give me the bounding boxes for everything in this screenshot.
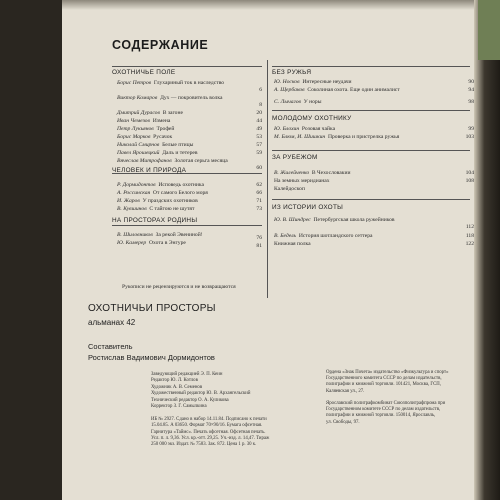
section-heading-prostory: НА ПРОСТОРАХ РОДИНЫ [112, 217, 198, 224]
toc-page-number: 122 [465, 241, 474, 247]
toc-entry: Книжная полка [274, 241, 311, 247]
credit-line: Технический редактор О. А. Куликова [151, 397, 229, 403]
toc-entry: Вячеслав Митрофанов Золотая серьга месяца [117, 158, 228, 164]
toc-page-number: 112 [465, 224, 474, 230]
toc-entry: Павел Ярошецкий Даль и тетерев [117, 150, 198, 156]
cover-corner [478, 0, 500, 60]
toc-entry: В. Бедель История шотландского сеттера [274, 233, 373, 239]
toc-page-number: 76 [256, 235, 262, 241]
publisher-line: Государственного комитета СССР по делам издательств, [326, 376, 442, 382]
toc-entry: А. Щербаков Соколиная охота. Еще один анималист [274, 87, 400, 93]
toc-entry: М. Блюм, И. Шишкин Проверка и пристрелка ружья [274, 134, 400, 140]
publisher-line: полиграфии и книжной торговли. 101421, Москва, ГСП, [326, 382, 441, 388]
credit-line: 15.04.85. А 03650. Формат 70×90/16. Бумага офсетная. [151, 423, 263, 429]
toc-entry: Ю. В. Шиндрес Петербургская школа ружейников [274, 217, 395, 223]
toc-entry: Ю. Блохин Розовая чайка [274, 126, 336, 132]
toc-page-number: 49 [256, 126, 262, 132]
publisher-line: полиграфии и книжной торговли. 150014, Ярославль, [326, 413, 436, 419]
toc-entry: Петр Лукьянов Трофей [117, 126, 175, 132]
section-heading-istoriya: ИЗ ИСТОРИИ ОХОТЫ [272, 204, 344, 211]
section-heading-molodomu: МОЛОДОМУ ОХОТНИКУ [272, 115, 352, 122]
page-title: СОДЕРЖАНИЕ [112, 38, 209, 52]
almanac-name: ОХОТНИЧЬИ ПРОСТОРЫ [88, 303, 216, 314]
section-rule [272, 199, 470, 200]
manuscripts-note: Рукописи не рецензируются и не возвращаются [122, 284, 236, 290]
toc-entry: Борис Петров Глухариный ток в наследство [117, 80, 225, 86]
toc-entry: Николай Смирнов Белые птицы [117, 142, 194, 148]
credit-line: 250 000 экз. Издат. № 7583. Зак. 872. Цена 1 р. 30 к. [151, 442, 257, 448]
toc-entry: Виктор Комаров Дух — покровитель волка [117, 95, 223, 101]
toc-page-number: 59 [256, 150, 262, 156]
credit-line: Усл. п. л. 9,36. Усл. кр.-отт. 29,25. Уч.-изд. л. 14,47. Тираж [151, 436, 270, 442]
section-heading-ohotnichye-pole: ОХОТНИЧЬЕ ПОЛЕ [112, 69, 176, 76]
toc-page-number: 62 [256, 182, 262, 188]
toc-page-number: 73 [256, 206, 262, 212]
toc-entry: И. Жаров У праздских охотников [117, 198, 198, 204]
section-rule [272, 150, 470, 151]
toc-page-number: 81 [256, 243, 262, 249]
toc-page-number: 66 [256, 190, 262, 196]
toc-page-number: 60 [256, 165, 262, 171]
credit-line: Заведующий редакцией Э. П. Кеин [151, 372, 223, 377]
almanac-issue: альманах 42 [88, 318, 136, 327]
toc-entry: Ю. Камерер Охота в Энгуре [117, 240, 186, 246]
toc-page-number: 71 [256, 198, 262, 204]
toc-page-number: 104 [465, 170, 474, 176]
section-rule [272, 66, 470, 67]
toc-page-number: 118 [465, 233, 474, 239]
section-rule [272, 110, 470, 111]
section-rule [112, 66, 262, 67]
toc-entry: Борис Марков Русачок [117, 134, 173, 140]
column-divider [267, 60, 268, 298]
toc-page-number: 57 [256, 142, 262, 148]
toc-entry: На земных меридианах [274, 178, 330, 184]
credit-line: Корректор З. Г. Самылкина [151, 404, 207, 410]
book-spine-edge [474, 0, 500, 500]
publisher-line: ул. Свободы, 97. [326, 419, 360, 425]
credit-line: Художественный редактор Ю. В. Архангельский [151, 391, 251, 397]
toc-entry: Р. Дормидонтов Исповедь охотника [117, 182, 204, 188]
toc-entry: В. Жилейченко В Чехословакии [274, 170, 351, 176]
book-page [62, 0, 474, 500]
credits-block [151, 372, 269, 449]
toc-page-number: 8 [259, 102, 262, 108]
toc-page-number: 98 [468, 99, 474, 105]
credit-line: Гарнитура «Таймс». Печать офсетная. Офсетная печать. [151, 429, 266, 435]
toc-page-number: 20 [256, 110, 262, 116]
credit-line: ИБ № 2927. Сдано в набор 14.11.84. Подписано к печати [151, 416, 267, 422]
publisher-line: Ярославский полиграфкомбинат Союзполиграфпрома при [326, 401, 446, 406]
publisher-block [326, 370, 448, 426]
toc-entry: Дмитрий Дурасов В загоне [117, 110, 183, 116]
toc-page-number: 6 [259, 87, 262, 93]
publisher-line: Государственном комитете СССР по делам издательств, [326, 407, 441, 413]
credit-line: Редактор Ю. Л. Котлов [151, 378, 198, 384]
toc-page-number: 99 [468, 126, 474, 132]
section-heading-za-rubezhom: ЗА РУБЕЖОМ [272, 154, 318, 161]
compiler-label: Составитель [88, 342, 133, 351]
publisher-line: Каляевская ул., 27. [326, 388, 365, 394]
toc-entry: Ю. Носков Интересные неудачи [274, 79, 352, 85]
section-rule [112, 225, 262, 226]
toc-page-number: 44 [256, 118, 262, 124]
section-heading-chelovek: ЧЕЛОВЕК И ПРИРОДА [112, 167, 187, 174]
page-top-shadow [62, 0, 474, 10]
toc-entry: В. Шиловников За рекой Эвениной! [117, 232, 203, 238]
toc-entry: Иван Чемезов Измена [117, 118, 171, 124]
toc-page-number: 53 [256, 134, 262, 140]
toc-entry: А. Россинская От самого Белого моря [117, 190, 208, 196]
credit-line: Художник А. В. Семенов [151, 384, 203, 390]
toc-page-number: 103 [465, 134, 474, 140]
toc-entry: Калейдоскоп [274, 186, 305, 192]
toc-entry: С. Лычагов У норы [274, 99, 322, 105]
toc-page-number: 90 [468, 79, 474, 85]
toc-page-number: 108 [465, 178, 474, 184]
section-heading-bez-ruzhya: БЕЗ РУЖЬЯ [272, 69, 312, 76]
toc-page-number: 94 [468, 87, 474, 93]
compiler-name: Ростислав Вадимович Дормидонтов [88, 353, 215, 362]
publisher-line: Ордена «Знак Почета» издательство «Физкультура и спорт» [326, 370, 449, 375]
toc-entry: В. Кувшинов С тайгою не шутят [117, 206, 195, 212]
